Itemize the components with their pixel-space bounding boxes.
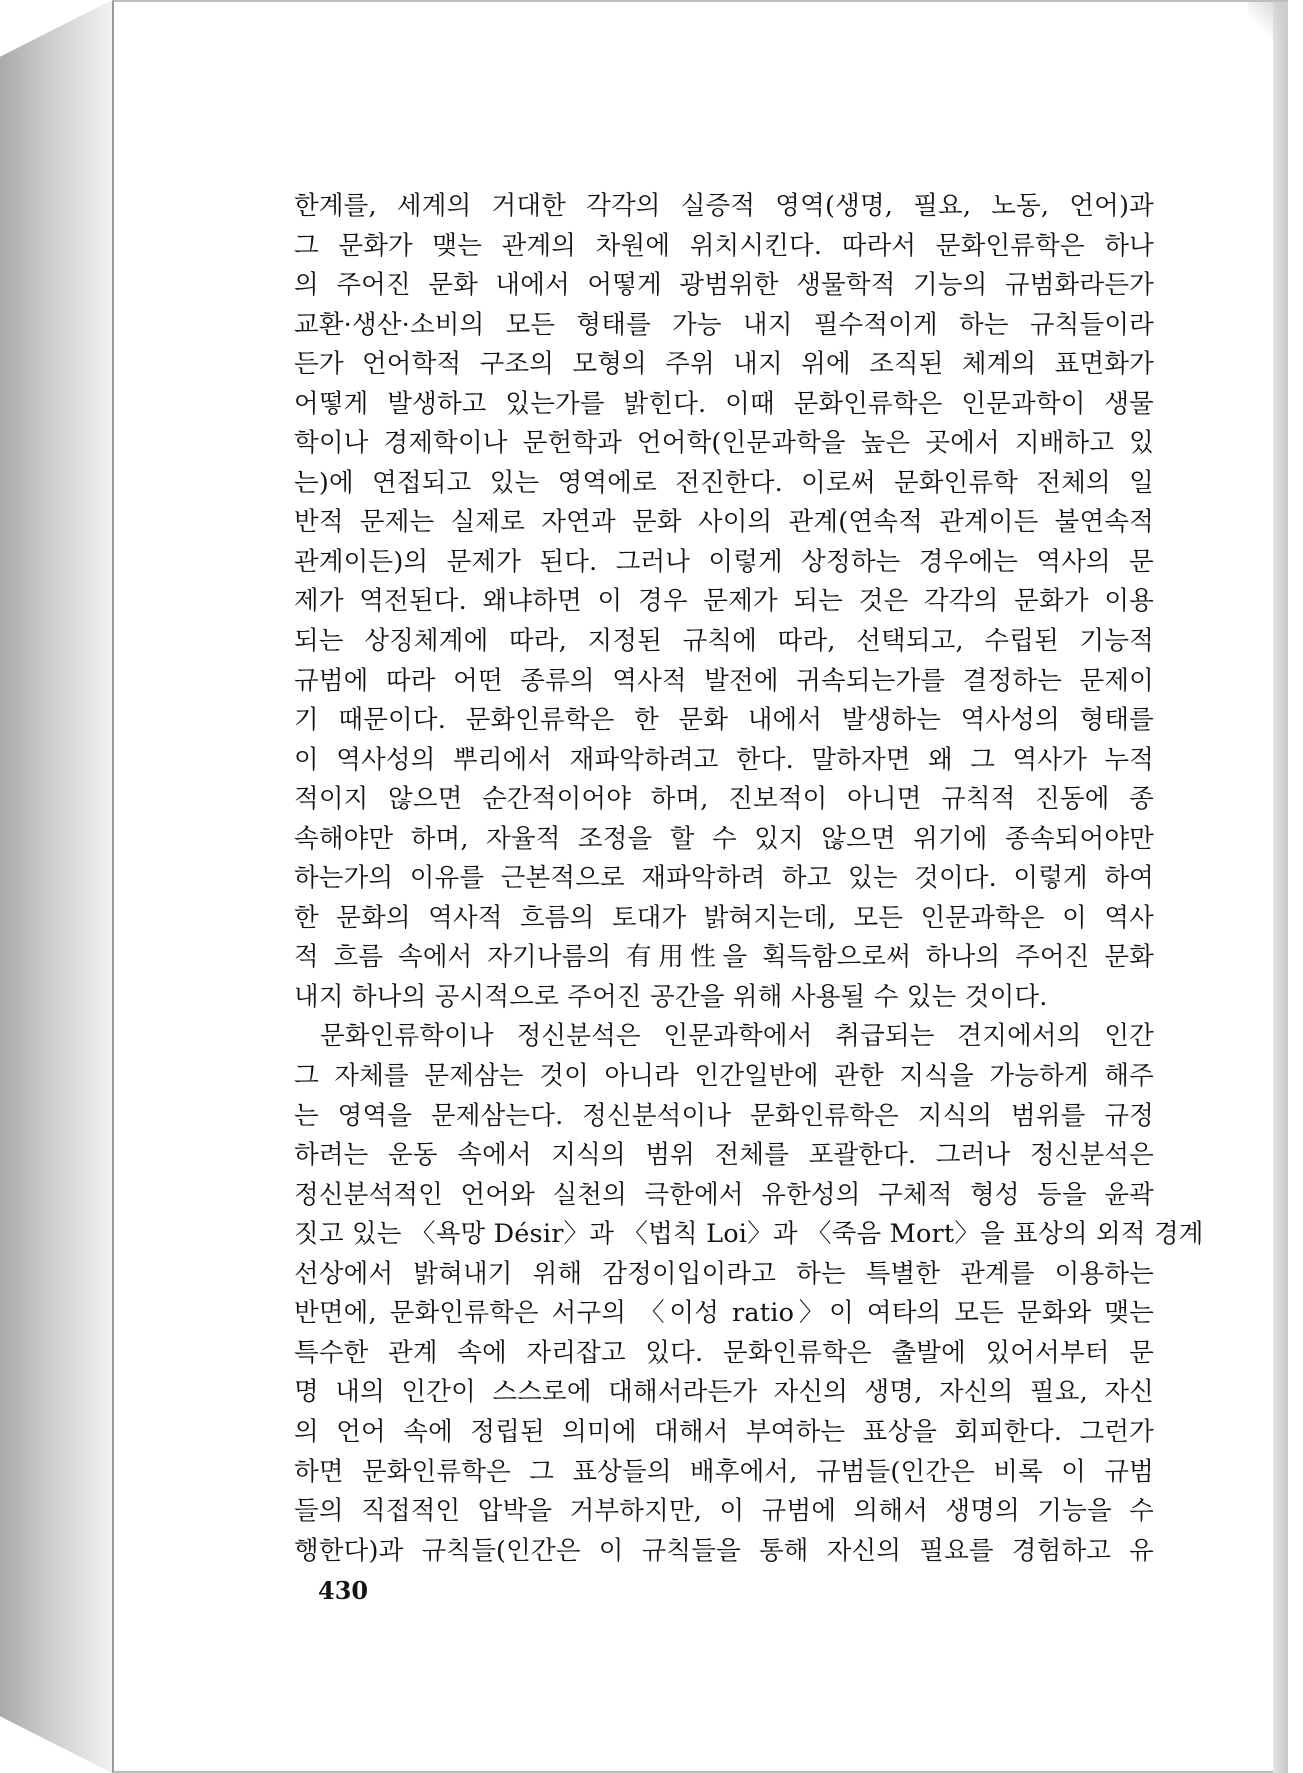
- text-line: 그 문화가 맺는 관계의 차원에 위치시킨다. 따라서 문화인류학은 하나: [294, 230, 1154, 261]
- text-line: 행한다)과 규칙들(인간은 이 규칙들을 통해 자신의 필요를 경험하고 유: [294, 1535, 1154, 1566]
- page-text-body: [294, 187, 1204, 1571]
- text-line: 반적 문제는 실제로 자연과 문화 사이의 관계(연속적 관계이든 불연속적: [294, 507, 1154, 538]
- text-line: 정신분석적인 언어와 실천의 극한에서 유한성의 구체적 형성 등을 윤곽: [294, 1179, 1154, 1210]
- page-number: 430: [318, 1576, 369, 1605]
- text-line: 학이나 경제학이나 문헌학과 언어학(인문과학을 높은 곳에서 지배하고 있: [294, 428, 1154, 459]
- text-line: 의 언어 속에 정립된 의미에 대해서 부여하는 표상을 회피한다. 그런가: [294, 1416, 1154, 1447]
- text-line: 는 영역을 문제삼는다. 정신분석이나 문화인류학은 지식의 범위를 규정: [294, 1100, 1154, 1131]
- text-line: 하면 문화인류학은 그 표상들의 배후에서, 규범들(인간은 비록 이 규범: [294, 1456, 1154, 1487]
- text-line: 관계이든)의 문제가 된다. 그러나 이렇게 상정하는 경우에는 역사의 문: [294, 546, 1154, 577]
- text-line: 든가 언어학적 구조의 모형의 주위 내지 위에 조직된 체계의 표면화가: [294, 349, 1154, 380]
- text-line: 제가 역전된다. 왜냐하면 이 경우 문제가 되는 것은 각각의 문화가 이용: [294, 586, 1154, 617]
- text-line: 하는가의 이유를 근본적으로 재파악하려 하고 있는 것이다. 이렇게 하여: [294, 863, 1154, 894]
- text-line: 하려는 운동 속에서 지식의 범위 전체를 포괄한다. 그러나 정신분석은: [294, 1140, 1154, 1171]
- text-line: 되는 상징체계에 따라, 지정된 규칙에 따라, 선택되고, 수립된 기능적: [294, 626, 1154, 657]
- text-line: 적이지 않으면 순간적이어야 하며, 진보적이 아니면 규칙적 진동에 종: [294, 784, 1154, 815]
- text-line: 어떻게 발생하고 있는가를 밝힌다. 이때 문화인류학은 인문과학이 생물: [294, 388, 1154, 419]
- text-line: 적 흐름 속에서 자기나름의 有用性을 획득함으로써 하나의 주어진 문화: [294, 942, 1154, 973]
- book-spine-shade: [0, 0, 112, 1773]
- text-line: 의 주어진 문화 내에서 어떻게 광범위한 생물학적 기능의 규범화라든가: [294, 270, 1154, 301]
- page-corner-shade: [1248, 2, 1288, 42]
- text-line: 내지 하나의 공시적으로 주어진 공간을 위해 사용될 수 있는 것이다.: [294, 981, 1048, 1012]
- text-line: 들의 직접적인 압박을 거부하지만, 이 규범에 의해서 생명의 기능을 수: [294, 1496, 1154, 1527]
- text-line: 선상에서 밝혀내기 위해 감정이입이라고 하는 특별한 관계를 이용하는: [294, 1258, 1154, 1289]
- paragraph-2: [294, 1017, 1204, 1571]
- text-line: 특수한 관계 속에 자리잡고 있다. 문화인류학은 출발에 있어서부터 문: [294, 1337, 1154, 1368]
- text-line: 짓고 있는 〈욕망 Désir〉과 〈법칙 Loi〉과 〈죽음 Mort〉을 표상의 외적 경계: [294, 1219, 1204, 1250]
- text-line: 명 내의 인간이 스스로에 대해서라든가 자신의 생명, 자신의 필요, 자신: [294, 1377, 1154, 1408]
- page-edge-shadow: [1273, 2, 1288, 1773]
- text-line: 교환·생산·소비의 모든 형태를 가능 내지 필수적이게 하는 규칙들이라: [294, 309, 1154, 340]
- text-line: 반면에, 문화인류학은 서구의 〈이성 ratio〉이 여타의 모든 문화와 맺는: [294, 1298, 1154, 1329]
- text-line: 기 때문이다. 문화인류학은 한 문화 내에서 발생하는 역사성의 형태를: [294, 705, 1154, 736]
- text-line: 규범에 따라 어떤 종류의 역사적 발전에 귀속되는가를 결정하는 문제이: [294, 665, 1154, 696]
- paragraph-1: [294, 187, 1154, 1017]
- text-line: 이 역사성의 뿌리에서 재파악하려고 한다. 말하자면 왜 그 역사가 누적: [294, 744, 1154, 775]
- text-line: 속해야만 하며, 자율적 조정을 할 수 있지 않으면 위기에 종속되어야만: [294, 823, 1154, 854]
- text-line: 한계를, 세계의 거대한 각각의 실증적 영역(생명, 필요, 노동, 언어)과: [294, 191, 1154, 221]
- text-line: 그 자체를 문제삼는 것이 아니라 인간일반에 관한 지식을 가능하게 해주: [294, 1061, 1154, 1092]
- text-line: 한 문화의 역사적 흐름의 토대가 밝혀지는데, 모든 인문과학은 이 역사: [294, 902, 1154, 933]
- text-line: 는)에 연접되고 있는 영역에로 전진한다. 이로써 문화인류학 전체의 일: [294, 467, 1154, 498]
- text-line: 문화인류학이나 정신분석은 인문과학에서 취급되는 견지에서의 인간: [320, 1021, 1154, 1052]
